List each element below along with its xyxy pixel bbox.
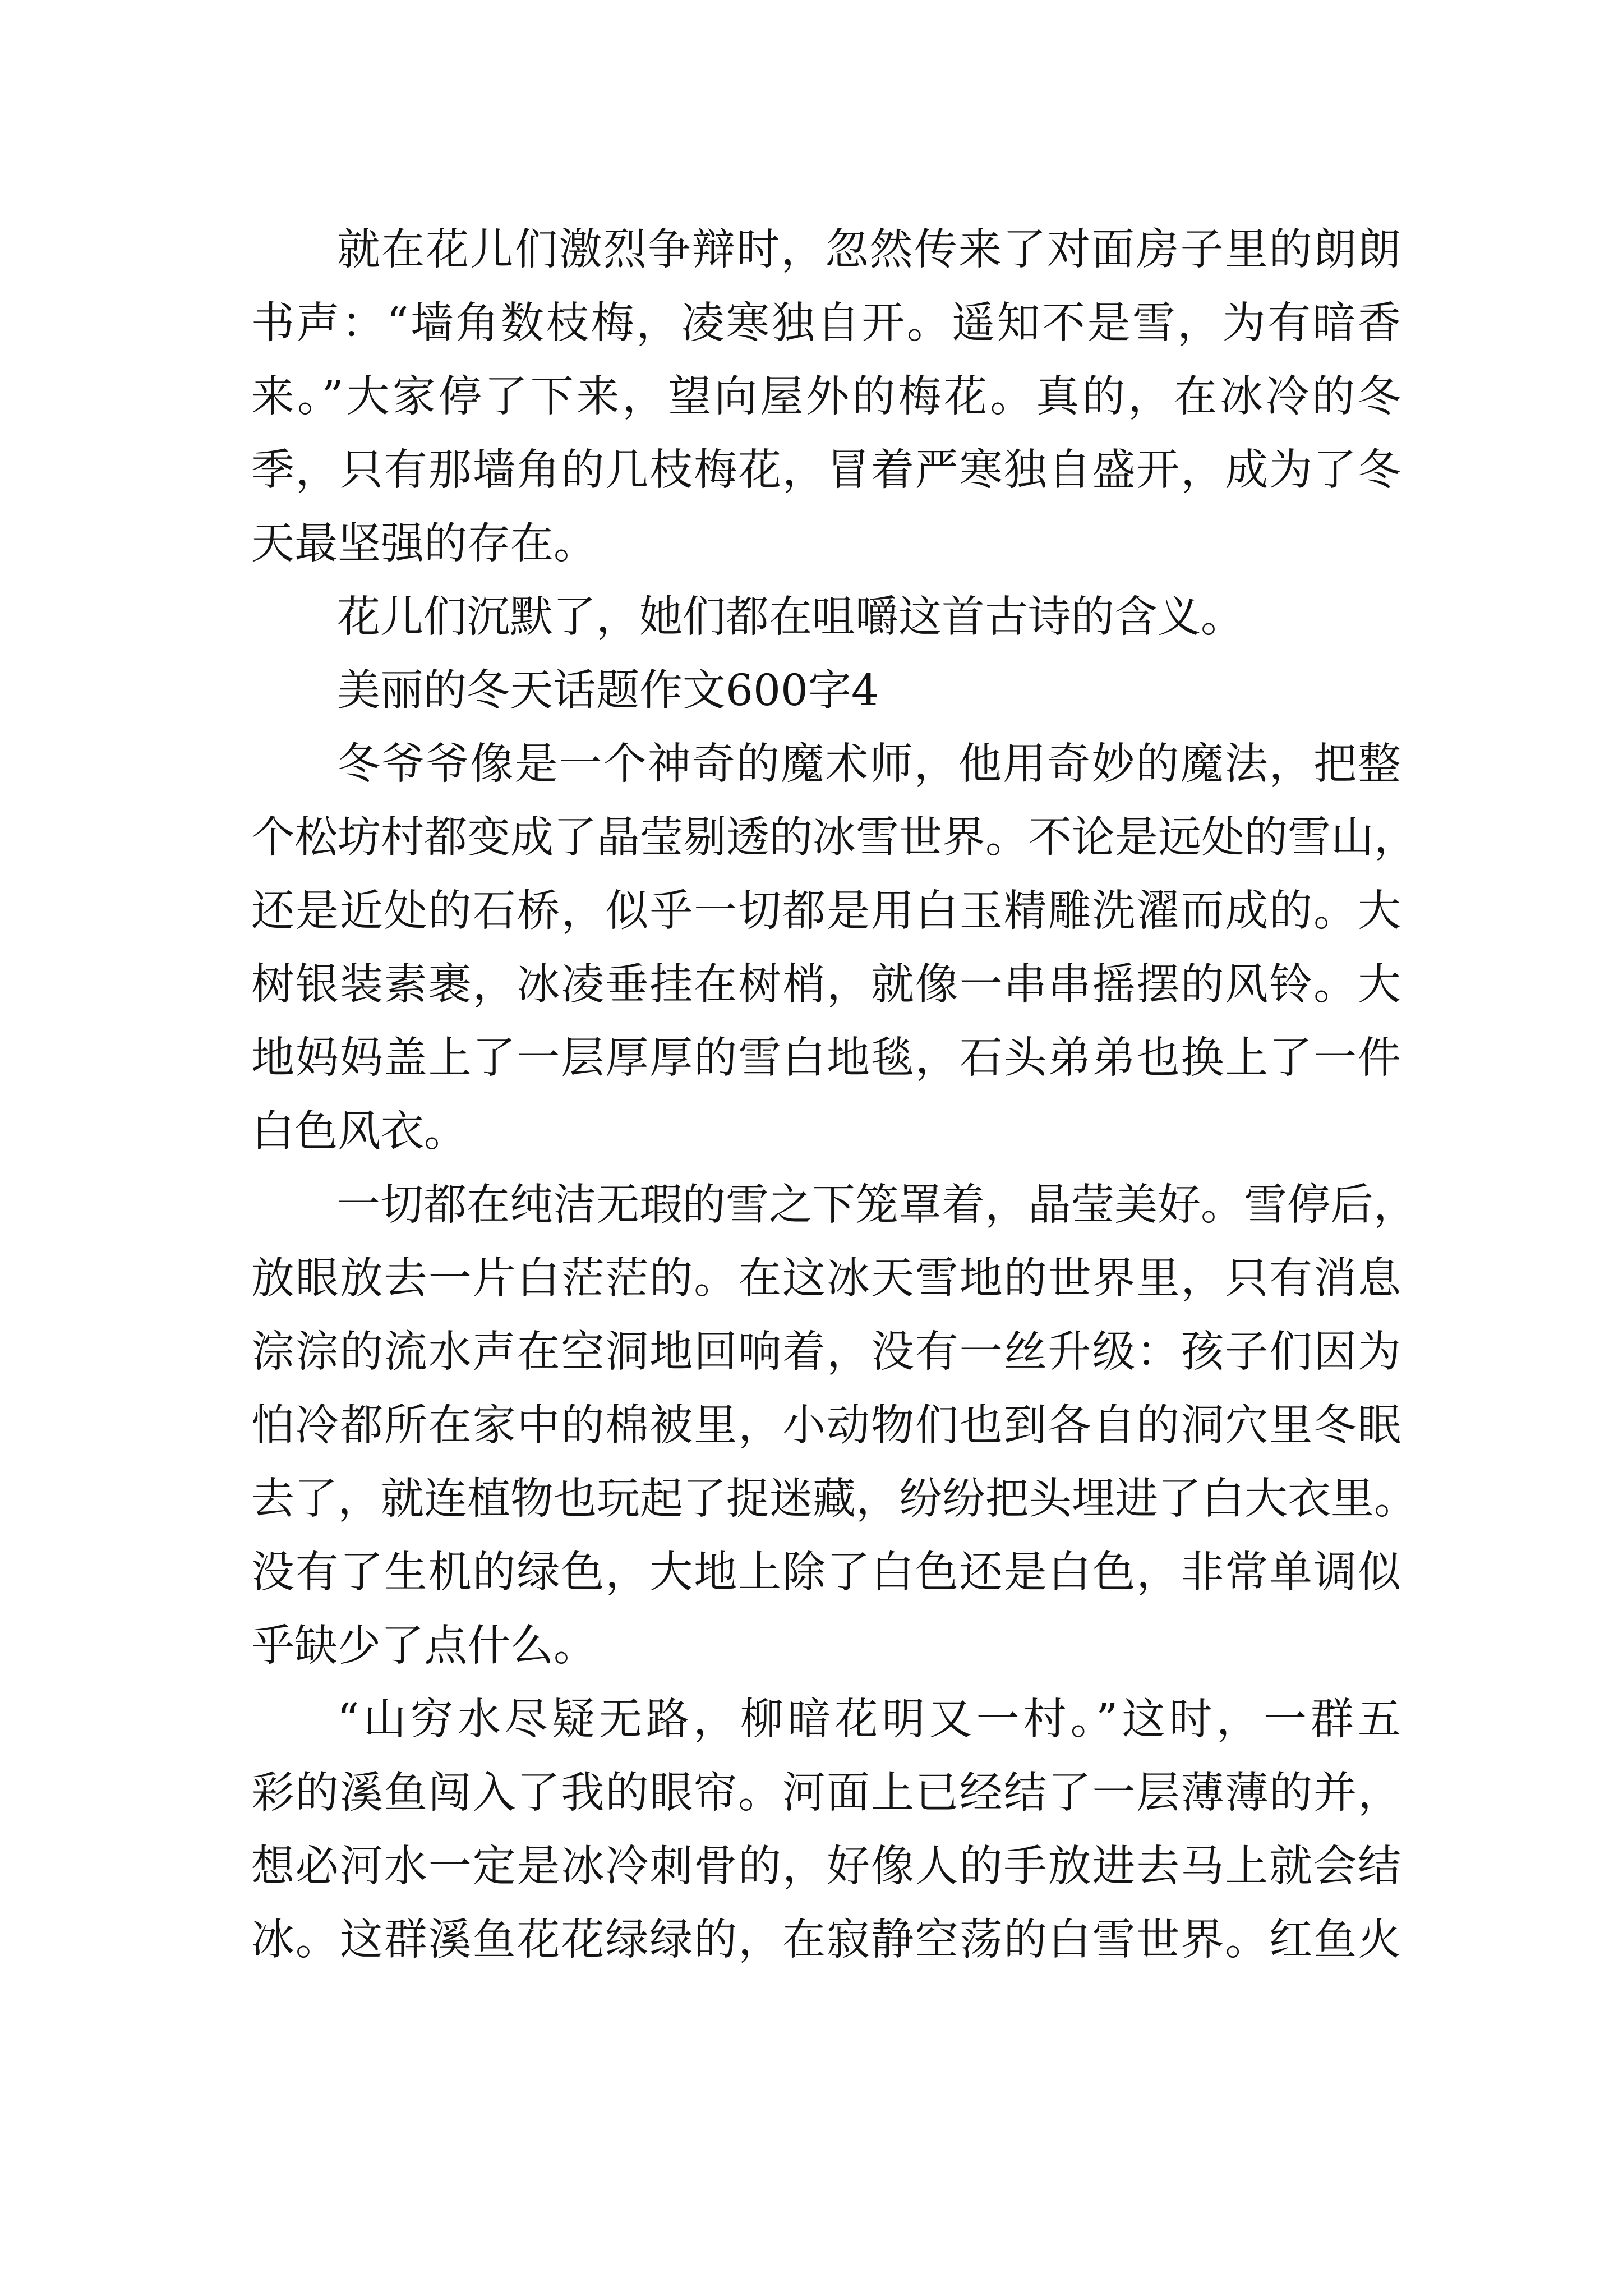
section-heading: 美丽的冬天话题作文600字4: [337, 666, 879, 716]
paragraph-line: “山穷水尽疑无路，柳暗花明又一村。”这时，一群五: [337, 1695, 1401, 1745]
paragraph-line: 天最坚强的存在。: [251, 519, 597, 569]
paragraph-line: 一切都在纯洁无瑕的雪之下笼罩着，晶莹美好。雪停后，: [337, 1180, 1417, 1230]
paragraph-line: 白色风衣。: [251, 1107, 467, 1157]
paragraph-line: 就在花儿们激烈争辩时，忽然传来了对面房子里的朗朗: [337, 225, 1401, 275]
paragraph-line: 淙淙的流水声在空洞地回响着，没有一丝升级：孩子们因为: [251, 1327, 1401, 1377]
paragraph-line: 季，只有那墙角的几枝梅花，冒着严寒独自盛开，成为了冬: [251, 445, 1401, 495]
paragraph-line: 没有了生机的绿色，大地上除了白色还是白色，非常单调似: [251, 1548, 1401, 1598]
paragraph-line: 乎缺少了点什么。: [251, 1621, 597, 1671]
paragraph-line: 冰。这群溪鱼花花绿绿的，在寂静空荡的白雪世界。红鱼火: [251, 1915, 1401, 1965]
paragraph-line: 冬爷爷像是一个神奇的魔术师，他用奇妙的魔法，把整: [337, 739, 1401, 789]
body-text: [251, 213, 1417, 1977]
paragraph-line: 树银装素裹，冰凌垂挂在树梢，就像一串串摇摆的风铃。大: [251, 960, 1401, 1010]
paragraph-line: 地妈妈盖上了一层厚厚的雪白地毯，石头弟弟也换上了一件: [251, 1033, 1401, 1083]
paragraph-line: 花儿们沉默了，她们都在咀嚼这首古诗的含义。: [337, 592, 1244, 642]
paragraph-line: 怕冷都所在家中的棉被里，小动物们也到各自的洞穴里冬眠: [251, 1401, 1401, 1451]
paragraph-line: 想必河水一定是冰冷刺骨的，好像人的手放进去马上就会结: [251, 1842, 1401, 1892]
paragraph-line: 去了，就连植物也玩起了捉迷藏，纷纷把头埋进了白大衣里。: [251, 1474, 1417, 1524]
paragraph-line: 来。”大家停了下来，望向屋外的梅花。真的，在冰冷的冬: [251, 372, 1401, 422]
paragraph-line: 个松坊村都变成了晶莹剔透的冰雪世界。不论是远处的雪山，: [251, 813, 1417, 863]
paragraph-line: 书声：“墙角数枝梅，凌寒独自开。遥知不是雪，为有暗香: [251, 298, 1401, 348]
paragraph-line: 还是近处的石桥，似乎一切都是用白玉精雕洗濯而成的。大: [251, 886, 1401, 936]
paragraph-line: 彩的溪鱼闯入了我的眼帘。河面上已经结了一层薄薄的并，: [251, 1768, 1401, 1818]
paragraph-line: 放眼放去一片白茫茫的。在这冰天雪地的世界里，只有消息: [251, 1254, 1401, 1304]
